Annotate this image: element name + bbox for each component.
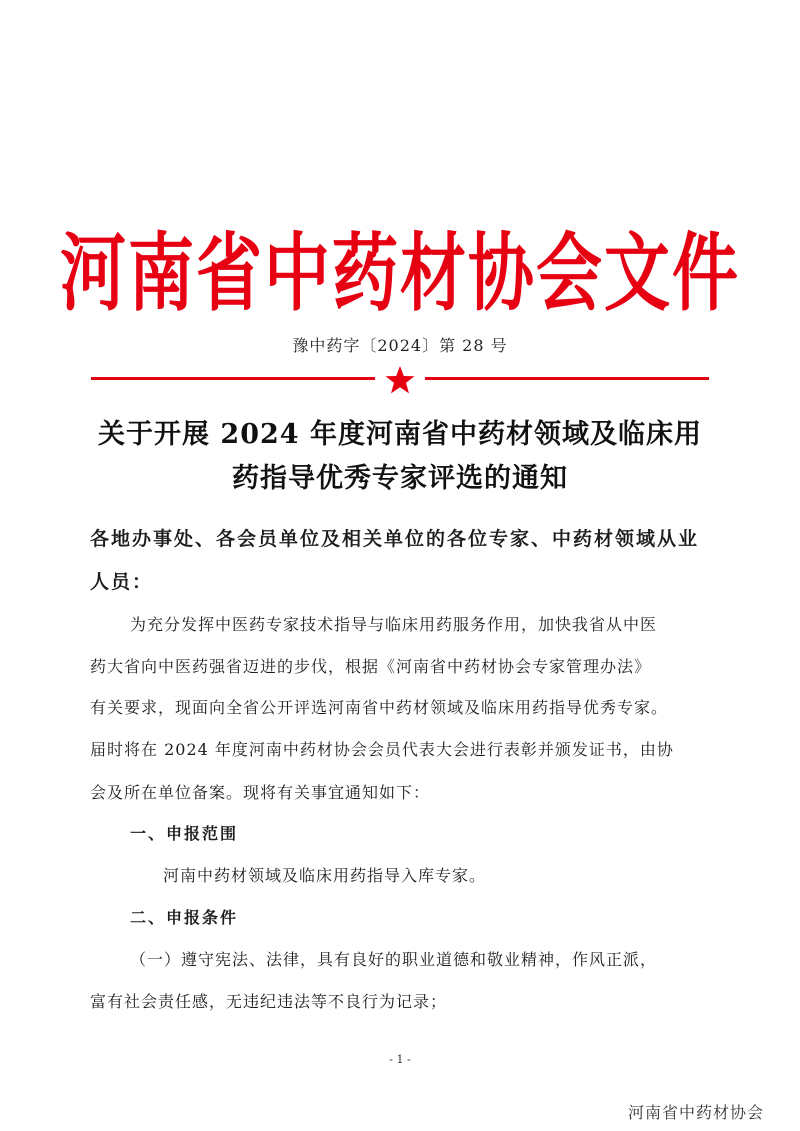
red-star-icon — [384, 365, 416, 395]
section-heading-conditions: 二、申报条件 — [130, 908, 239, 927]
intro-paragraph-line: 药大省向中医药强省迈进的步伐，根据《河南省中药材协会专家管理办法》 — [90, 657, 652, 676]
page-number: - 1 - — [389, 1053, 411, 1066]
document-header-title: 河南省中药材协会文件 — [60, 224, 740, 323]
section-text-scope: 河南中药材领域及临床用药指导入库专家。 — [163, 866, 487, 885]
notice-title-line-2: 药指导优秀专家评选的通知 — [232, 463, 568, 494]
intro-paragraph-line: 届时将在 2024 年度河南中药材协会会员代表大会进行表彰并颁发证书，由协 — [90, 740, 674, 759]
addressee-line-1: 各地办事处、各会员单位及相关单位的各位专家、中药材领域从业 — [90, 528, 700, 550]
intro-paragraph-line: 为充分发挥中医药专家技术指导与临床用药服务作用，加快我省从中医 — [130, 615, 658, 634]
red-divider-left — [91, 377, 375, 380]
document-number: 豫中药字〔2024〕第 28 号 — [292, 336, 508, 355]
intro-paragraph-line: 会及所在单位备案。现将有关事宜通知如下： — [90, 783, 431, 802]
condition-line: （一）遵守宪法、法律，具有良好的职业道德和敬业精神，作风正派， — [130, 950, 658, 969]
red-divider-right — [425, 377, 709, 380]
notice-title-line-1: 关于开展 2024 年度河南省中药材领域及临床用 — [98, 419, 702, 450]
section-heading-scope: 一、申报范围 — [130, 824, 239, 843]
watermark-text: 河南省中药材协会 — [628, 1103, 765, 1122]
intro-paragraph-line: 有关要求，现面向全省公开评选河南省中药材领域及临床用药指导优秀专家。 — [90, 698, 669, 717]
addressee-line-2: 人员： — [90, 571, 154, 593]
condition-line: 富有社会责任感，无违纪违法等不良行为记录； — [90, 992, 448, 1011]
